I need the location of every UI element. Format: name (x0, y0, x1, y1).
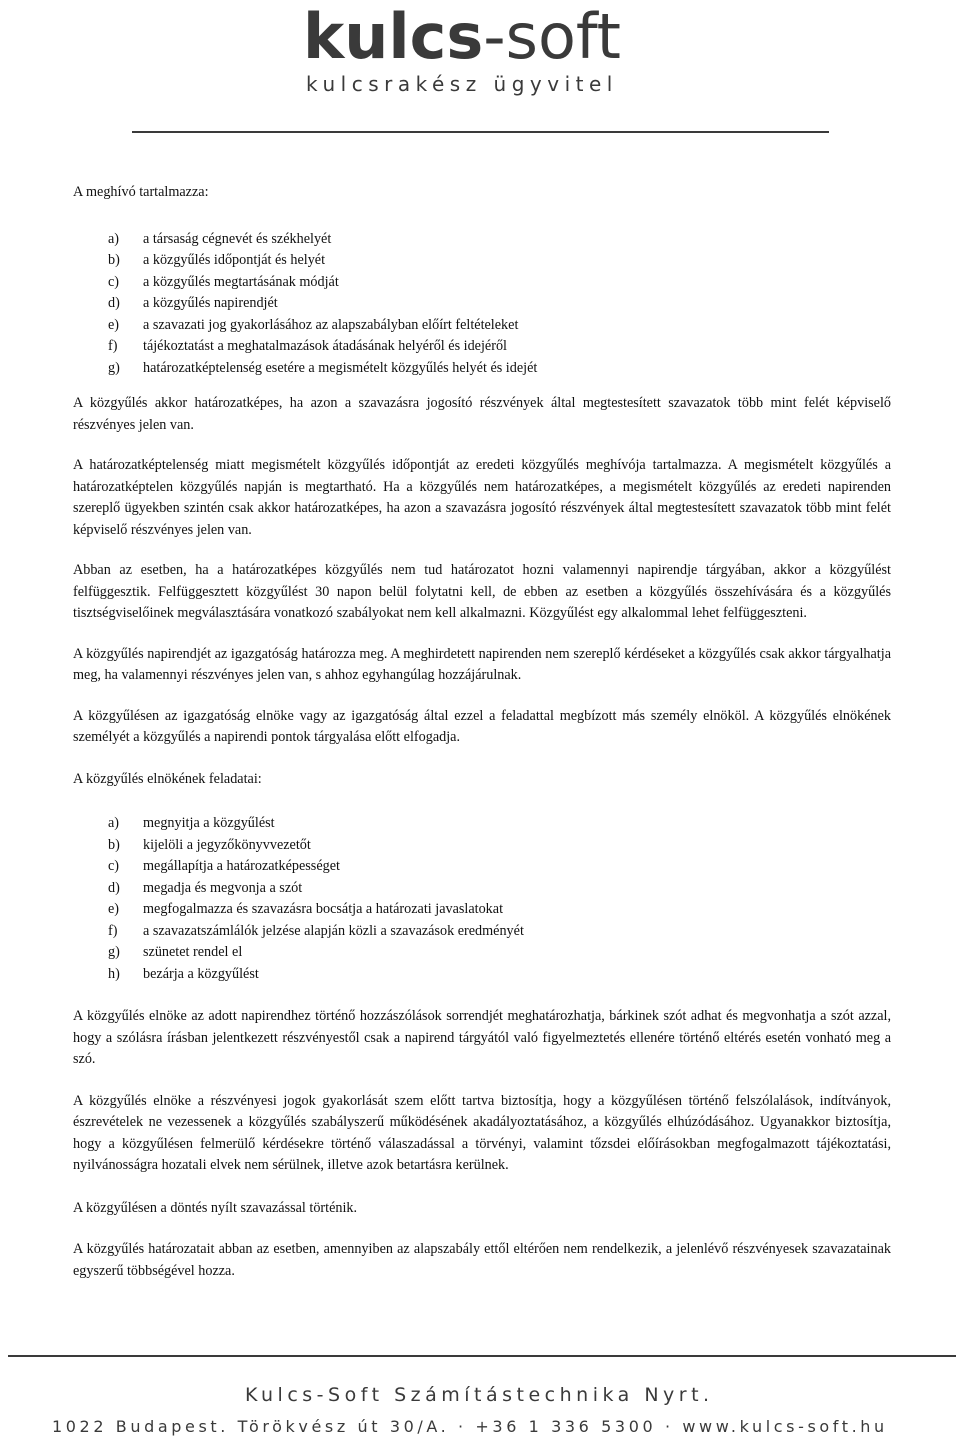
list-item-marker: h) (108, 965, 120, 982)
invitation-list (73, 229, 891, 380)
footer-company-name: Kulcs-Soft Számítástechnika Nyrt. (245, 1384, 714, 1406)
logo-tagline: kulcsrakész ügyvitel (306, 72, 618, 96)
list-item-marker: g) (108, 944, 120, 960)
list-item-text: a közgyűlés megtartásának módját (143, 273, 339, 290)
paragraph-rights: A közgyűlés elnöke a részvényesi jogok gyakorlását szem előtt tartva biztosítja, hogy a közgyűlésen történő felszólalások, indítványok, észrevételek ne vezessenek a közgyűlés szabályszerű működésének akadályoztatásához, a közgyűlés elhúzódásához. Ugyanakkor biztosítja, hogy a közgyűlésen felmerülő kérdésekre történő válaszadással a törvényi, valamint tőzsdei előírásokban megfogalmazott tájékoztatási, nyilvánosságra hozatali elvek nem sérülnek, illetve azok betartásra kerülnek. (73, 1092, 891, 1173)
document-body (73, 182, 891, 1282)
list-item (108, 293, 891, 315)
list-item-text: megadja és megvonja a szót (143, 879, 303, 896)
list-item-marker: f) (108, 922, 118, 939)
logo-wordmark (303, 0, 643, 73)
logo-wordmark-bold: kulcs (303, 0, 484, 73)
paragraph-agenda: A közgyűlés napirendjét az igazgatóság határozza meg. A meghirdetett napirenden nem szereplő kérdéseket a közgyűlés csak akkor tárgyalhatja meg, ha valamennyi részvényes jelen van, s ahhoz egyhangúlag hozzájárulnak. (73, 645, 891, 683)
invitation-intro: A meghívó tartalmazza: (73, 184, 209, 200)
list-item (108, 272, 891, 294)
list-item-marker: d) (108, 879, 120, 896)
paragraph-quorum: A közgyűlés akkor határozatképes, ha azon a szavazásra jogosító részvények által megtestesített szavazatok több mint felét képviselő részvényes jelen van. (73, 395, 891, 433)
list-item-text: a közgyűlés napirendjét (143, 295, 278, 311)
paragraph-majority: A közgyűlés határozatait abban az esetben, amennyiben az alapszabály ettől eltérően nem rendelkezik, a jelenlévő részvényesek szavazatainak egyszerű többségével hozza. (73, 1241, 891, 1279)
paragraph-suspension: Abban az esetben, ha a határozatképes közgyűlés nem tud határozatot hozni valamennyi napirendje tárgyában, akkor a közgyűlést felfüggesztik. Felfüggesztett közgyűlést 30 napon belül folytatni kell, de ebben az esetben a közgyűlés összehívására és a közgyűlés tisztségviselőinek megválasztására vonatkozó szabályokat nem kell alkalmazni. Közgyűlést egy alkalommal lehet felfüggeszteni. (73, 562, 891, 621)
footer-contact-line: 1022 Budapest. Törökvész út 30/A. · +36 1 336 5300 · www.kulcs-soft.hu (52, 1417, 888, 1436)
list-item-text: megnyitja a közgyűlést (143, 815, 275, 831)
list-item-text: a közgyűlés időpontját és helyét (143, 252, 326, 268)
list-item (108, 358, 891, 380)
paragraph-chair: A közgyűlésen az igazgatóság elnöke vagy az igazgatóság által ezzel a feladattal megbízott más személy elnököl. A közgyűlés elnökének személyét a közgyűlés a napirendi pontok tárgyalása előtt elfogadja. (73, 707, 891, 745)
list-item-marker: a) (108, 230, 120, 247)
list-item (108, 250, 891, 272)
list-item-text: határozatképtelenség esetére a megismételt közgyűlés helyét és idejét (143, 359, 538, 376)
footer-divider (8, 1355, 956, 1357)
logo-wordmark-light: -soft (483, 0, 621, 73)
paragraph-open-vote: A közgyűlésen a döntés nyílt szavazással történik. (73, 1199, 358, 1216)
list-item-marker: d) (108, 295, 120, 311)
list-item-text: a szavazati jog gyakorlásához az alapszabályban előírt feltételeket (143, 316, 519, 333)
list-item-marker: e) (108, 901, 120, 917)
list-item-marker: a) (108, 815, 120, 831)
list-item-marker: f) (108, 338, 118, 354)
list-item-text: a szavazatszámlálók jelzése alapján közli a szavazások eredményét (143, 922, 524, 939)
list-item (108, 336, 891, 358)
list-item (108, 942, 891, 964)
list-item-marker: c) (108, 858, 120, 874)
list-item-marker: g) (108, 359, 120, 376)
paragraph-speaking: A közgyűlés elnöke az adott napirendhez történő hozzászólások sorrendjét meghatározhatja, bárkinek szót adhat és megvonhatja a szót azzal, hogy a szólásra írásban jelentkezett részvényestől csak a napirend tárgyától való figyelmeztetés ellenére történő eltérés esetén vonható meg a szó. (73, 1008, 891, 1067)
paragraph-repeated-meeting: A határozatképtelenség miatt megismételt közgyűlés időpontját az eredeti közgyűlés meghívója tartalmazza. A megismételt közgyűlés a határozatképtelen közgyűlés napján is megtartható. Ha a közgyűlés nem határozatképes, a megismételt közgyűlés az eredeti napirenden szereplő ügyekben szintén csak akkor határozatképes, ha azon a szavazásra jogosító részvények által megtestesített szavazatok több mint felét képviselő részvényes jelen van. (73, 457, 891, 538)
list-item-text: tájékoztatást a meghatalmazások átadásának helyéről és idejéről (143, 338, 507, 354)
list-item-marker: c) (108, 273, 120, 290)
list-item (108, 315, 891, 337)
list-item (108, 856, 891, 878)
list-item-text: bezárja a közgyűlést (143, 965, 259, 982)
list-item (108, 813, 891, 835)
list-item (108, 921, 891, 943)
list-item-marker: b) (108, 252, 120, 268)
list-item-text: megfogalmazza és szavazásra bocsátja a határozati javaslatokat (143, 901, 504, 917)
list-item-text: szünetet rendel el (143, 944, 243, 960)
list-item (108, 835, 891, 857)
list-item-marker: e) (108, 316, 120, 333)
list-item (108, 878, 891, 900)
chair-tasks-list (73, 813, 891, 985)
chair-tasks-intro: A közgyűlés elnökének feladatai: (73, 770, 262, 787)
company-logo (303, 0, 643, 96)
header-divider (132, 131, 829, 133)
list-item (108, 964, 891, 986)
list-item-text: kijelöli a jegyzőkönyvvezetőt (143, 836, 311, 853)
list-item-text: a társaság cégnevét és székhelyét (143, 230, 332, 247)
list-item (108, 229, 891, 251)
list-item (108, 899, 891, 921)
list-item-marker: b) (108, 836, 120, 853)
list-item-text: megállapítja a határozatképességet (143, 858, 340, 874)
